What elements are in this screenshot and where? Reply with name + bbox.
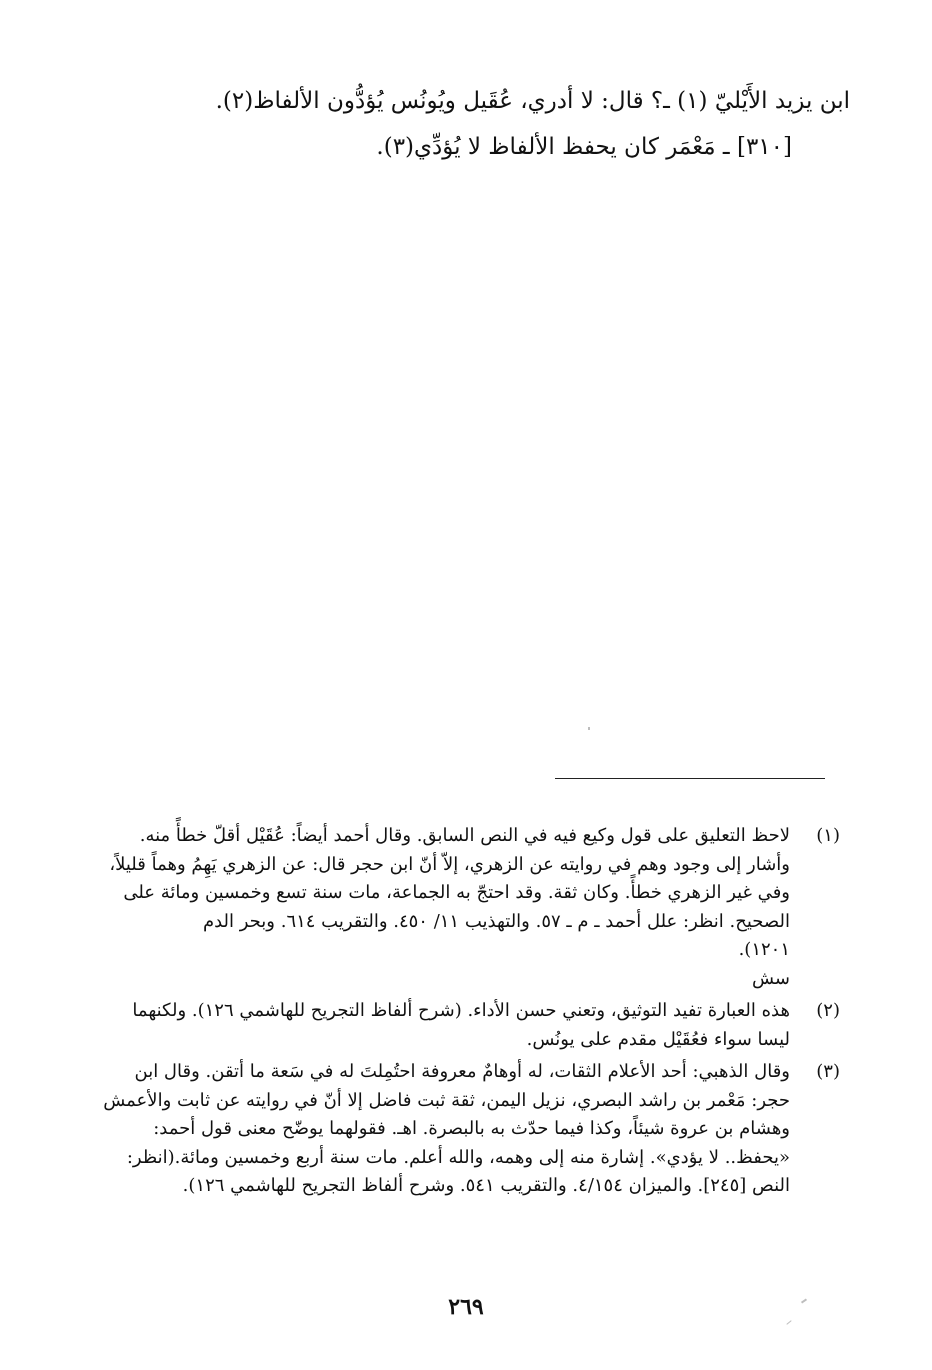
footnote-1-line-5: ١٢٠١). [738, 939, 790, 960]
footnote-1-line-2: وأشار إلى وجود وهم في روايته عن الزهري، إلاّ أنّ ابن حجر قال: عن الزهري يَهِمُ وهماً قليلاً، [109, 853, 790, 875]
footnote-3-line-2: حجر: مَعْمر بن راشد البصري، نزيل اليمن، ثقة ثبت فاضل إلا أنّ في روايته عن ثابت والأعمش [103, 1089, 790, 1111]
footnote-3-line-5: النص [٢٤٥]. والميزان ٤/١٥٤. والتقريب ٥٤١. وشرح ألفاظ التجريح للهاشمي ١٢٦). [182, 1175, 790, 1196]
footnote-3-line-1: وقال الذهبي: أحد الأعلام الثقات، له أوهامٌ معروفة احتُمِلتَ له في سَعة ما أتقن. وقال ابن [134, 1061, 790, 1082]
footnote-3-line-3: وهشام بن عروة شيئاً، وكذا فيما حدّث به بالبصرة. اهـ. فقولهما يوضّح معنى قول أحمد: [153, 1118, 790, 1139]
footnotes-block [84, 822, 840, 1205]
scan-speck [588, 727, 590, 730]
footnote-3-line-4: «يحفظ.. لا يؤدي». إشارة منه إلى وهمه، والله أعلم. مات سنة أربع وخمسين ومائة.(انظر: [126, 1146, 790, 1168]
footnote-1-line-6: سش [751, 967, 790, 989]
footnote-1-number: (١) [816, 825, 840, 846]
footnote-1-line-4: الصحيح. انظر: علل أحمد ـ م ـ ٥٧. والتهذيب ١١/ ٤٥٠. والتقريب ٦١٤. وبحر الدم [202, 910, 790, 932]
footnote-2-number: (٢) [816, 1000, 840, 1021]
footnote-1-line-1: لاحظ التعليق على قول وكيع فيه في النص السابق. وقال أحمد أيضاً: عُقَيْل أقلّ خطأً منه. [139, 825, 790, 846]
footnote-3-number: (٣) [816, 1061, 840, 1082]
footnote-2-line-1: هذه العبارة تفيد التوثيق، وتعني حسن الأداء. (شرح ألفاظ التجريح للهاشمي ١٢٦). ولكنهما [132, 1000, 790, 1021]
page-number: ٢٦٩ [448, 1294, 484, 1320]
footnote-1 [84, 822, 840, 993]
main-text-line-1: ابن يزيد الأَيْليّ (١) ـ؟ قال: لا أدري، عُقَيل ويُونُس يُؤدُّون الألفاظ(٢). [215, 88, 850, 114]
footnote-2-line-2: ليسا سواء فعُقَيْل مقدم على يونُس. [526, 1028, 790, 1050]
scan-speck [786, 1320, 791, 1325]
main-text-block [60, 78, 850, 170]
footnote-2 [84, 997, 840, 1054]
footnote-1-line-3: وفي غير الزهري خطأً. وكان ثقة. وقد احتجّ به الجماعة، مات سنة تسع وخمسين ومائة على [123, 882, 790, 903]
main-text-line-2: [٣١٠] ـ مَعْمَر كان يحفظ الألفاظ لا يُؤدِّي(٣). [376, 134, 792, 160]
footnote-3 [84, 1058, 840, 1201]
footnote-separator [555, 778, 825, 779]
